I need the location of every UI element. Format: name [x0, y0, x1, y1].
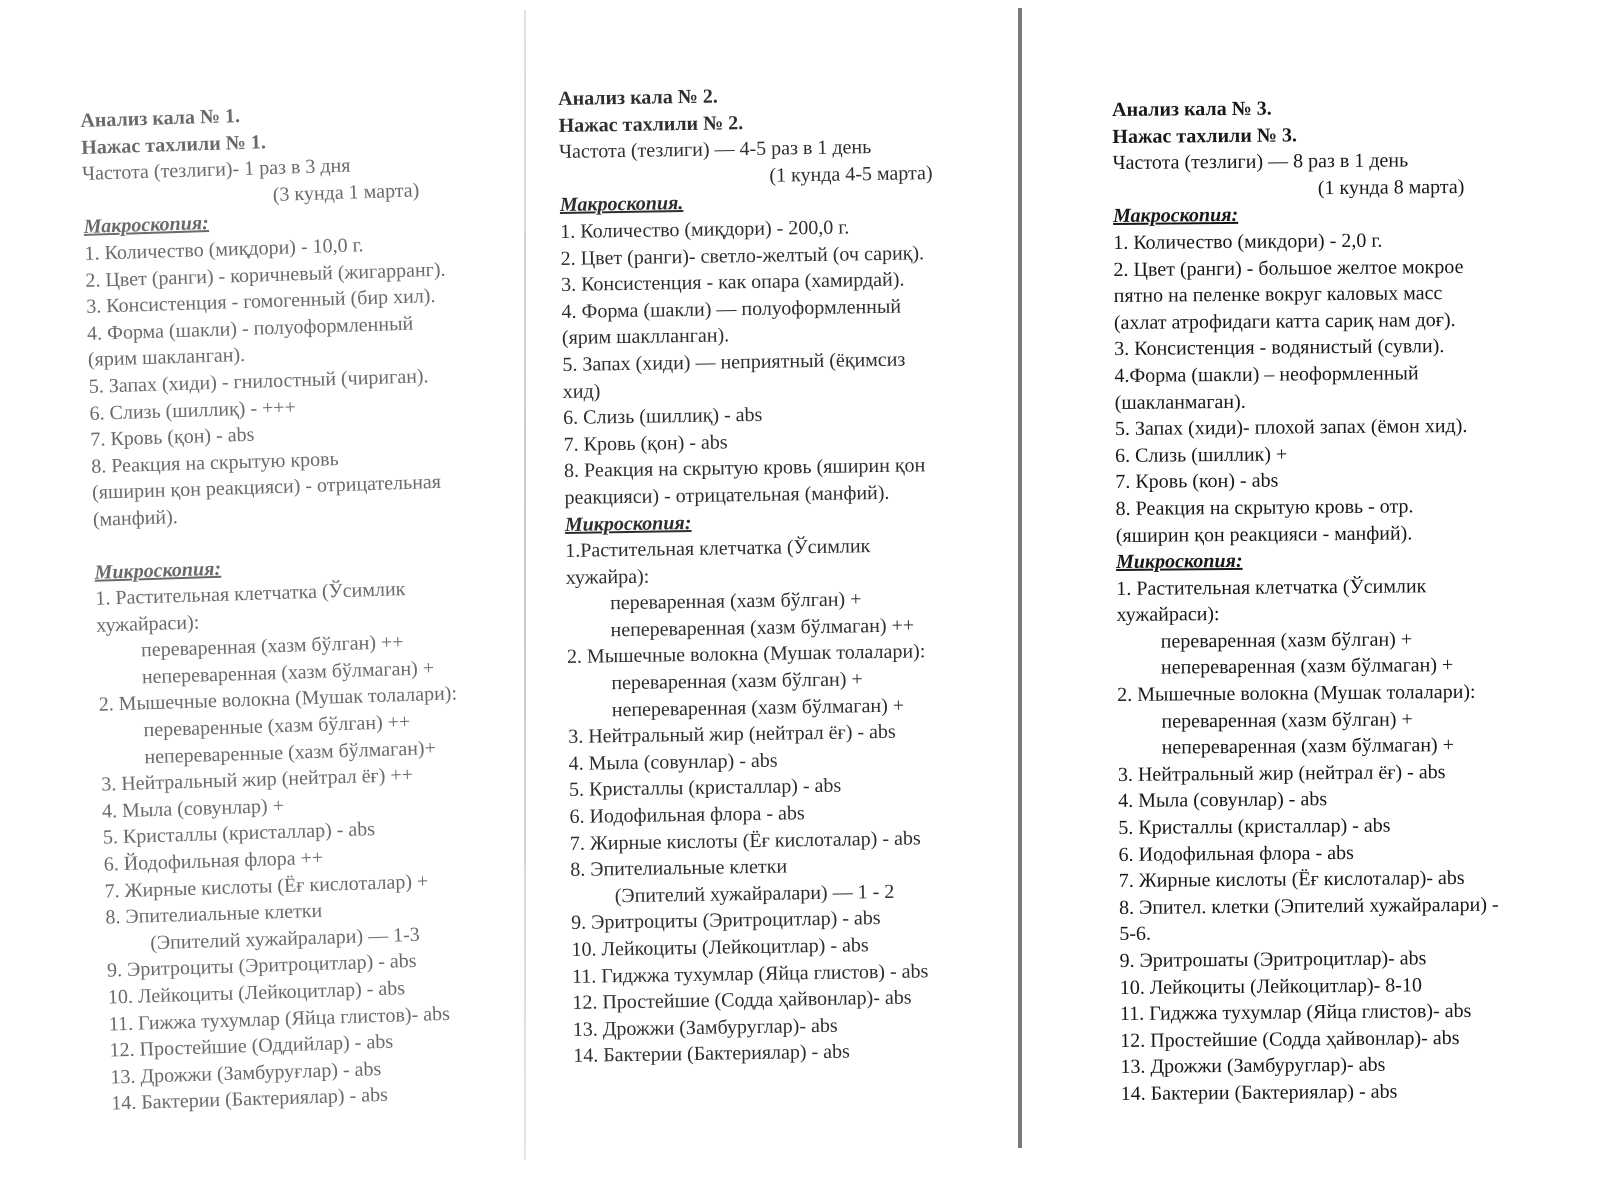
microscopy-list	[565, 531, 1013, 1070]
list-item: 2. Цвет (ранги) - большое желтое мокрое	[1113, 255, 1464, 281]
list-item: 4. Мыла (совунлар) - abs	[568, 749, 778, 775]
list-item: 5. Кристаллы (кристаллар) - abs	[102, 818, 376, 850]
frequency-uz: (1 кунда 8 марта)	[1317, 175, 1465, 199]
list-item: 13. Дрожжи (Замбуруғлар) - abs	[110, 1057, 382, 1089]
list-item: непереваренная (хазм бўлмаган) +	[1161, 734, 1455, 759]
list-item: 2. Цвет (ранги)- светло-желтый (оч сариқ).	[560, 241, 925, 270]
list-item: 7. Кровь (қон) - abs	[563, 431, 728, 456]
list-item: 14. Бактерии (Бактериялар) - abs	[110, 1084, 389, 1115]
analysis-title: Анализ кала № 3.	[1112, 97, 1272, 121]
list-item: 8. Реакция на скрытую кровь	[90, 447, 339, 478]
list-item: 8. Реакция на скрытую кровь - отр.	[1115, 495, 1414, 520]
list-item: хид)	[562, 379, 601, 403]
list-item: 2. Мышечные волокна (Мушак толалари):	[98, 682, 458, 717]
list-item: переваренная (хазм бўлган) ++	[140, 631, 404, 662]
list-item: 11. Гиджжа тухумлар (Яйца глистов) - abs	[571, 959, 929, 988]
list-item: 12. Простейшие (Содда ҳайвонлар)- abs	[1120, 1026, 1460, 1052]
list-item: 6. Йодофильная флора ++	[103, 846, 324, 876]
analysis-column-2	[558, 79, 1013, 1070]
list-item: 3. Нейтральный жир (нейтрал ёғ) - abs	[1117, 760, 1446, 786]
macroscopy-heading: Макроскопия.	[559, 192, 684, 217]
frequency: Частота (тезлиги) — 8 раз в 1 день	[1112, 149, 1409, 175]
microscopy-heading: Микроскопия:	[1115, 549, 1243, 574]
list-item: 6. Слизь (шиллиқ) - +++	[89, 395, 297, 425]
list-item: 8. Реакция на скрытую кровь (яширин қон	[563, 454, 926, 483]
list-item: 12. Простейшие (Содда ҳайвонлар)- abs	[572, 986, 912, 1015]
list-item: 5. Запах (хиди)- плохой запах (ёмон хид).	[1114, 415, 1468, 441]
list-item: 7. Жирные кислоты (Ёғ кислоталар) +	[104, 870, 429, 903]
list-item: 3. Консистенция - как опара (хамирдай).	[560, 268, 905, 297]
list-item: (Эпителий хужайралари) — 1 - 2	[614, 880, 895, 908]
analysis-title-uz: Нажас тахлили № 3.	[1112, 123, 1298, 148]
list-item: (манфий).	[92, 506, 179, 531]
list-item: переваренные (хазм бўлган) ++	[143, 710, 411, 742]
list-item: 7. Кровь (кон) - abs	[1115, 469, 1279, 494]
microscopy-list	[95, 572, 541, 1117]
list-item: 14. Бактерии (Бактериялар) - abs	[573, 1040, 851, 1068]
analysis-column-1	[80, 94, 542, 1117]
list-item: 1. Количество (миқдори) - 200,0 г.	[560, 216, 850, 243]
list-item: переваренная (хазм бўлган) +	[1160, 628, 1413, 653]
list-item: 8. Эпителиальные клетки	[105, 900, 323, 929]
list-item: 14. Бактерии (Бактериялар) - abs	[1120, 1080, 1398, 1105]
list-item: 10. Лейкоциты (Лейкоцитлар) - abs	[571, 934, 869, 961]
frequency-uz: (1 кунда 4-5 марта)	[769, 161, 933, 187]
list-item: 2. Мышечные волокна (Мушак толалари):	[566, 640, 926, 669]
list-item: 6. Иодофильная флора - abs	[569, 802, 805, 828]
list-item: (шакланмаган).	[1114, 390, 1246, 414]
list-item: 1.Растительная клетчатка (Ўсимлик	[565, 535, 871, 563]
list-item: (ярим шаклланган).	[561, 324, 730, 350]
list-item: 8. Эпителиальные клетки	[570, 855, 788, 882]
list-item: 8. Эпител. клетки (Эпителий хужайралари) -	[1118, 893, 1499, 919]
list-item: 4. Форма (шакли) — полуоформленный	[561, 295, 902, 323]
list-item: непереваренная (хазм бўлмаган) +	[611, 694, 905, 721]
macroscopy-list	[560, 212, 1005, 511]
list-item: 7. Жирные кислоты (Ёғ кислоталар)- abs	[1118, 867, 1465, 893]
list-item: (яширин қон реакцияси - манфий).	[1115, 521, 1413, 547]
list-item: 3. Нейтральный жир (нейтрал ёғ) - abs	[568, 721, 896, 749]
list-item: 10. Лейкоциты (Лейкоцитлар) - abs	[107, 977, 406, 1009]
list-item: 12. Простейшие (Оддийлар) - abs	[109, 1030, 394, 1062]
list-item: 9. Эритроциты (Эритроцитлар) - abs	[570, 907, 881, 935]
list-item: 6. Слизь (шиллик) +	[1115, 443, 1288, 467]
list-item: реакцияси) - отрицательная (манфий).	[564, 481, 890, 509]
list-item: (Эпителий хужайралари) — 1-3	[149, 923, 421, 955]
list-item: непереваренные (хазм бўлмаган)+	[144, 736, 437, 768]
list-item: 7. Кровь (қон) - abs	[90, 423, 255, 451]
frequency: Частота (тезлиги) — 4-5 раз в 1 день	[558, 136, 872, 164]
list-item: 5-6.	[1119, 923, 1152, 946]
list-item: хужайраси):	[1116, 603, 1220, 627]
list-item: пятно на пеленке вокруг каловых масс	[1113, 282, 1443, 308]
list-item: непереваренная (хазм бўлмаган) +	[1160, 654, 1454, 680]
microscopy-heading: Микроскопия:	[564, 511, 692, 536]
macroscopy-list	[84, 227, 523, 533]
list-item: 5. Запах (хиди) - гнилостный (чириган).	[88, 365, 429, 398]
list-item: непереваренная (хазм бўлмаган) +	[141, 657, 435, 689]
list-item: 6. Иодофильная флора - abs	[1118, 841, 1354, 866]
list-item: непереваренная (хазм бўлмаган) ++	[610, 614, 915, 642]
list-item: 4.Форма (шакли) – неоформленный	[1114, 362, 1419, 387]
list-item: 4. Мыла (совунлар) - abs	[1118, 788, 1328, 813]
frequency: Частота (тезлиги)- 1 раз в 3 дня	[81, 154, 351, 186]
list-item: 3. Нейтральный жир (нейтрал ёғ) ++	[100, 764, 414, 796]
microscopy-list	[1116, 572, 1581, 1108]
list-item: 7. Жирные кислоты (Ёғ кислоталар) - abs	[569, 827, 921, 855]
list-item: 2. Мышечные волокна (Мушак толалари):	[1117, 680, 1476, 707]
list-item: 1. Количество (миқдори) - 10,0 г.	[84, 234, 364, 265]
list-item: 11. Гиджжа тухумлар (Яйца глистов)- abs	[1119, 1000, 1472, 1026]
analysis-column-3	[1112, 93, 1581, 1108]
microscopy-heading: Микроскопия:	[94, 557, 222, 584]
macroscopy-list	[1113, 226, 1576, 549]
page-fold-right	[1018, 8, 1022, 1148]
list-item: 4. Мыла (совунлар) +	[101, 794, 285, 823]
list-item: хужайраси):	[95, 611, 200, 637]
list-item: 11. Гижжа тухумлар (Яйца глистов)- abs	[108, 1002, 451, 1036]
list-item: 10. Лейкоциты (Лейкоцитлар)- 8-10	[1119, 973, 1423, 999]
list-item: переваренная (хазм бўлган) +	[609, 588, 862, 615]
list-item: 2. Цвет (ранги) - коричневый (жигарранг).	[85, 258, 446, 292]
list-item: 6. Слизь (шиллиқ) - abs	[563, 403, 763, 430]
list-item: (яширин қон реакцияси) - отрицательная	[91, 471, 442, 505]
list-item: 9. Эритрошаты (Эритроцитлар)- abs	[1119, 947, 1427, 972]
list-item: переваренная (хазм бўлган) +	[1161, 708, 1413, 733]
list-item: 5. Запах (хиди) — неприятный (ёқимсиз	[562, 348, 906, 376]
list-item: (ахлат атрофидаги катта сариқ нам доғ).	[1113, 308, 1456, 334]
list-item: 4. Форма (шакли) - полуоформленный	[86, 312, 414, 345]
list-item: 9. Эритроциты (Эритроцитлар) - abs	[106, 950, 417, 982]
list-item: 13. Дрожжи (Замбуруглар)- abs	[1120, 1054, 1386, 1079]
list-item: 5. Кристаллы (кристаллар) - abs	[1118, 814, 1391, 840]
list-item: 13. Дрожжи (Замбуруглар)- abs	[572, 1014, 838, 1041]
frequency-uz: (3 кунда 1 марта)	[272, 179, 420, 206]
macroscopy-heading: Макроскопия:	[1112, 204, 1239, 228]
list-item: 1. Растительная клетчатка (Ўсимлик	[1116, 574, 1427, 600]
analysis-title: Анализ кала № 1.	[80, 104, 241, 132]
list-item: переваренная (хазм бўлган) +	[611, 668, 863, 695]
list-item: (ярим шакланган).	[87, 344, 246, 372]
list-item: хужайра):	[565, 565, 650, 589]
macroscopy-heading: Макроскопия:	[83, 212, 210, 239]
list-item: 3. Консистенция - гомогенный (бир хил).	[85, 285, 436, 319]
list-item: 1. Растительная клетчатка (Ўсимлик	[95, 578, 406, 610]
analysis-title-uz: Нажас тахлили № 2.	[558, 111, 744, 137]
analysis-title: Анализ кала № 2.	[558, 85, 718, 110]
list-item: 5. Кристаллы (кристаллар) - abs	[568, 775, 842, 802]
analysis-title-uz: Нажас тахлили № 1.	[80, 130, 267, 159]
list-item: 1. Количество (микдори) - 2,0 г.	[1113, 229, 1383, 254]
list-item: 3. Консистенция - водянистый (сувли).	[1114, 335, 1445, 361]
